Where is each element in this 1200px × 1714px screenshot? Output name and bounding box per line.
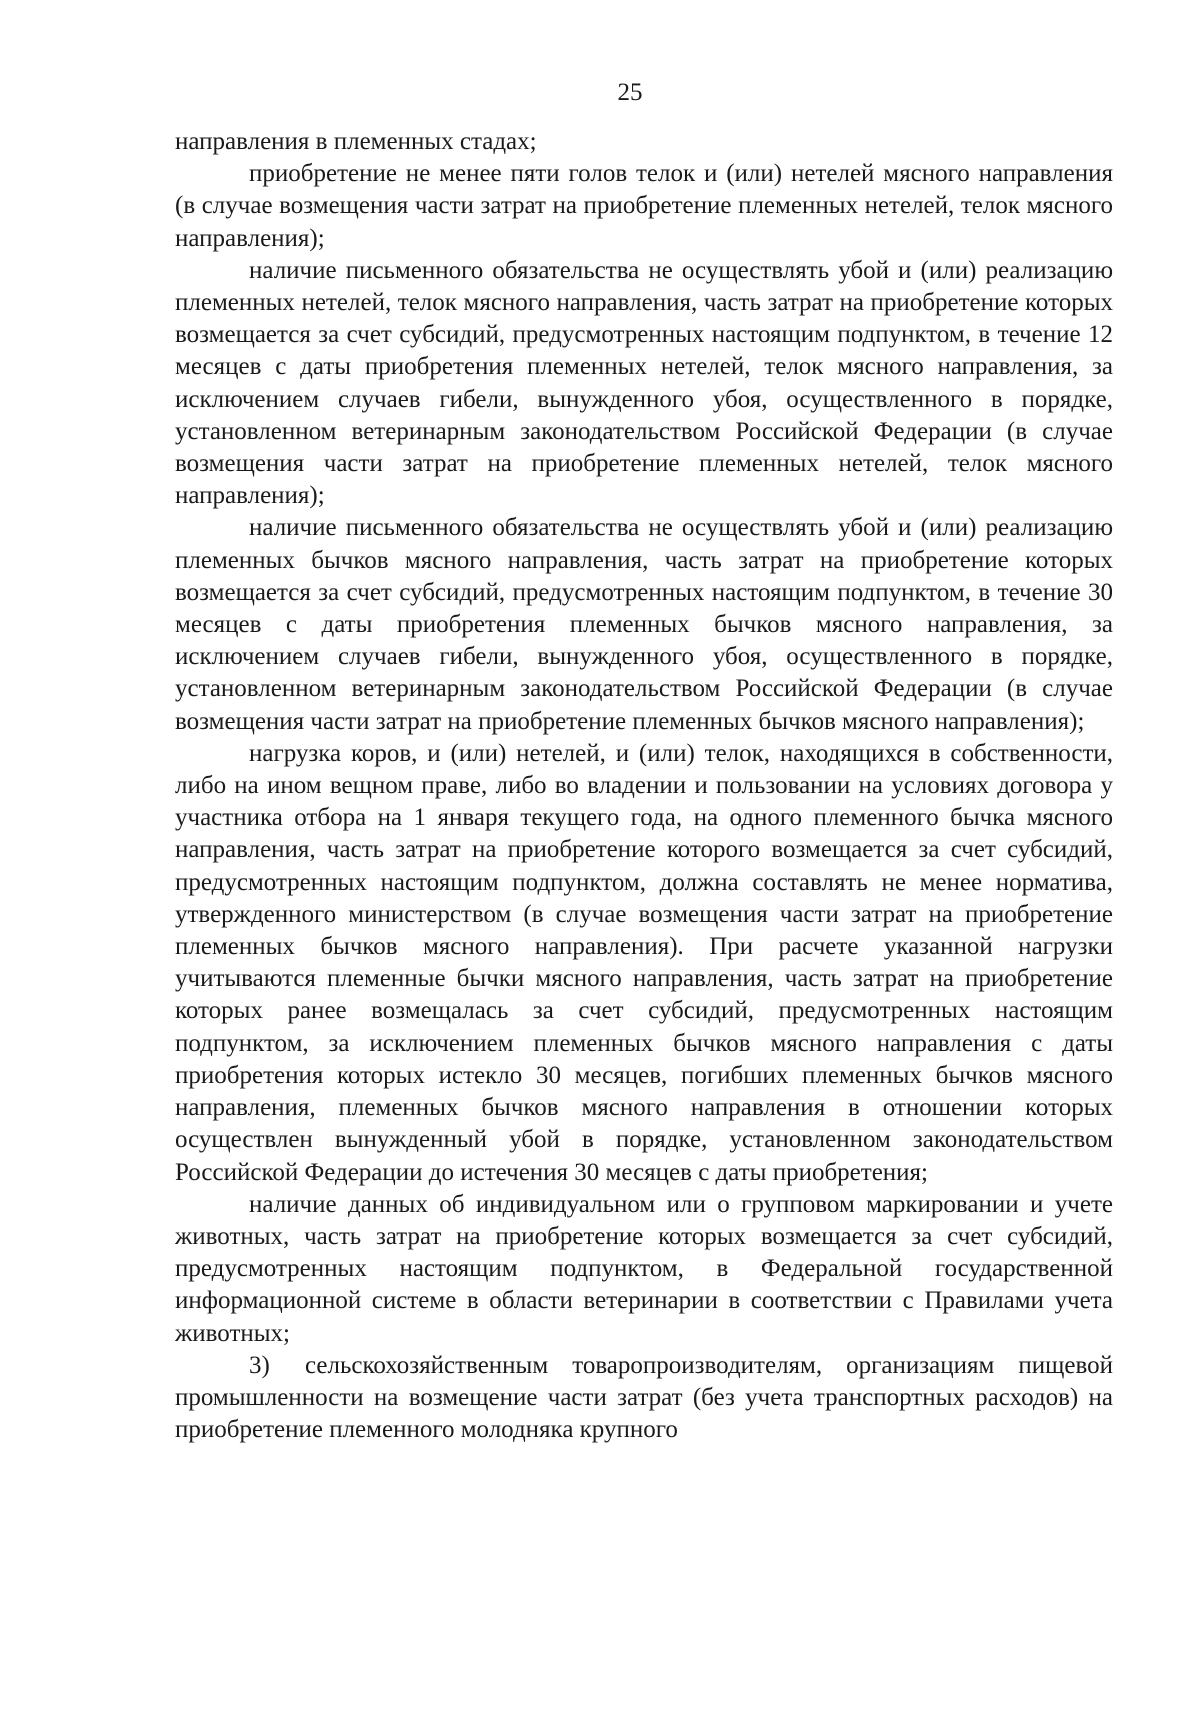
paragraph-item: наличие данных об индивидуальном или о групповом маркировании и учете животных, часть затрат на приобретение которых возмещается за счет субсидий, предусмотренных настоящим подпунктом, в Федеральной государственной информационной системе в области ветеринарии в соответствии с Правилами учета животных; (175, 1190, 1113, 1347)
paragraph-item: приобретение не менее пяти голов телок и (или) нетелей мясного направления (в случае возмещения части затрат на приобретение племенных нетелей, телок мясного направления); (175, 160, 1113, 252)
paragraph-item: наличие письменного обязательства не осуществлять убой и (или) реализацию племенных нетелей, телок мясного направления, часть затрат на приобретение которых возмещается за счет субсидий, предусмотренных настоящим подпунктом, в течение 12 месяцев с даты приобретения племенных нетелей, телок мясного направления, за исключением случаев гибели, вынужденного убоя, осуществленного в порядке, установленном ветеринарным законодательством Российской Федерации (в случае возмещения части затрат на приобретение племенных нетелей, телок мясного направления); (175, 256, 1113, 510)
document-body (175, 126, 1113, 1446)
page-number: 25 (617, 79, 643, 106)
numbered-paragraph (175, 1350, 1113, 1447)
paragraph-item: нагрузка коров, и (или) нетелей, и (или) телок, находящихся в собственности, либо на ином вещном праве, либо во владении и пользовании на условиях договора у участника отбора на 1 января текущего года, на одного племенного бычка мясного направления, часть затрат на приобретение которого возмещается за счет субсидий, предусмотренных настоящим подпунктом, должна составлять не менее норматива, утвержденного министерством (в случае возмещения части затрат на приобретение племенных бычков мясного направления). При расчете указанной нагрузки учитываются племенные бычки мясного направления, часть затрат на приобретение которых ранее возмещалась за счет субсидий, предусмотренных настоящим подпунктом, за исключением племенных бычков мясного направления с даты приобретения которых истекло 30 месяцев, погибших племенных бычков мясного направления, племенных бычков мясного направления в отношении которых осуществлен вынужденный убой в порядке, установленном законодательством Российской Федерации до истечения 30 месяцев с даты приобретения; (175, 739, 1113, 1186)
paragraph-continuation: направления в племенных стадах; (175, 128, 537, 155)
item-number: 3) (249, 1351, 270, 1379)
paragraph-item: наличие письменного обязательства не осуществлять убой и (или) реализацию племенных бычков мясного направления, часть затрат на приобретение которых возмещается за счет субсидий, предусмотренных настоящим подпунктом, в течение 30 месяцев с даты приобретения племенных бычков мясного направления, за исключением случаев гибели, вынужденного убоя, осуществленного в порядке, установленном ветеринарным законодательством Российской Федерации (в случае возмещения части затрат на приобретение племенных бычков мясного направления); (175, 514, 1113, 735)
item-text: сельскохозяйственным товаропроизводителям, организациям пищевой промышленности на возмещение части затрат (без учета транспортных расходов) на приобретение племенного молодняка крупного (175, 1351, 1113, 1444)
